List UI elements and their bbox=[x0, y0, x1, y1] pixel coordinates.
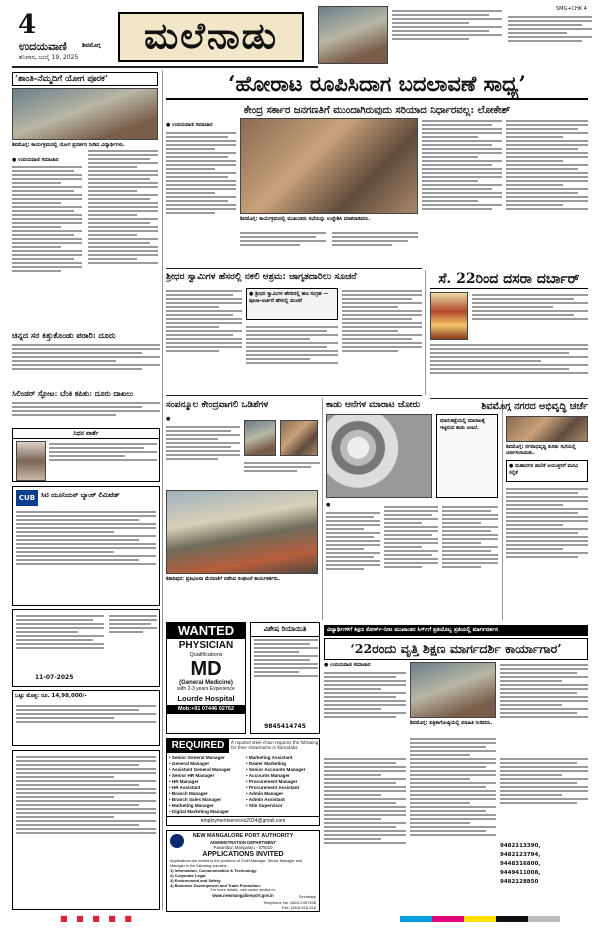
wanted-ad bbox=[166, 622, 246, 734]
ashram-headline: ಶ್ರೀಧರ ಸ್ವಾಮಿಗಳ ಹೆಸರಲ್ಲಿ ನಕಲಿ ಆಶ್ರಮ: ಜಾಗೃತದಾರಿಲು ಸೂಚನೆ bbox=[166, 272, 357, 282]
obituary-photo bbox=[16, 441, 46, 481]
resources-photo-1 bbox=[244, 420, 276, 456]
column-divider-4 bbox=[502, 400, 503, 620]
column-divider-1 bbox=[162, 70, 163, 910]
port-logo bbox=[170, 834, 184, 848]
required-position-item: • Branch Manager bbox=[169, 791, 208, 796]
lead-body-col3 bbox=[332, 230, 418, 262]
contact-number: 9482123794, bbox=[500, 852, 541, 858]
required-position-list bbox=[169, 755, 319, 815]
required-position-item: • HR Manager bbox=[169, 779, 199, 784]
port-domain-item: 4) Business Development and Trade Promotion. bbox=[170, 883, 261, 888]
required-position-item: • Senior General Manager bbox=[169, 755, 225, 760]
yoga-body-col1 bbox=[12, 164, 82, 326]
shop-ad bbox=[250, 622, 320, 734]
bank-logo: CUB bbox=[16, 490, 38, 506]
port-phone: Telephone No. 0824-2407438 bbox=[263, 900, 316, 905]
dasara-body-2 bbox=[430, 342, 588, 396]
required-position-item: • Procurement Assistant bbox=[246, 785, 300, 790]
training-contact-numbers bbox=[500, 842, 588, 906]
section-title: ಮಲೆನಾಡು bbox=[143, 16, 279, 57]
port-department: ADMINISTRATION DEPARTMENT bbox=[210, 840, 276, 845]
required-position-item: • HR Assistant bbox=[169, 785, 201, 790]
ashram-box bbox=[246, 288, 338, 320]
training-body-col1 bbox=[324, 670, 406, 752]
paper-name: ಉದಯವಾಣಿ bbox=[19, 40, 67, 53]
obituary-title: ನಿಧನ ವಾರ್ತೆ bbox=[13, 429, 159, 439]
dev-body bbox=[506, 486, 588, 620]
port-intro: Applications are invited to the positions of Chief Manager, Senior Manager and Manager in the following domains: bbox=[170, 859, 303, 868]
contact-number: 9482113390, bbox=[500, 843, 541, 849]
required-position-item: • Site Supervisor bbox=[246, 803, 283, 808]
required-position-item: • General Manager bbox=[169, 761, 210, 766]
port-domain-item: 1) Information, Communication & Technology. bbox=[170, 868, 258, 873]
column-divider-2 bbox=[425, 270, 426, 395]
dasara-headline: ಸೆ. 22ರಿಂದ ದಸರಾ ದರ್ಬಾರ್ bbox=[430, 270, 588, 289]
yoga-photo bbox=[12, 88, 158, 140]
brief-text-1 bbox=[392, 8, 502, 68]
dev-caption: ಶಿವಮೊಗ್ಗ: ನಗರಾಭಿವೃದ್ಧಿ ಕುರಿತು ಸಭೆಯಲ್ಲಿ ಚರ್ಚಿಸಲಾಯಿತು. bbox=[506, 444, 576, 456]
training-body-col5 bbox=[500, 756, 588, 840]
jungle-headline: ಕಾಡು ಆನೆಗಳ ಮಾರಾಟ ಜೋರು bbox=[326, 400, 421, 410]
brief-text-2 bbox=[508, 14, 592, 70]
lead-body-col5 bbox=[506, 118, 588, 268]
lead-byline: ● ಉದಯವಾಣಿ ಸಮಾಚಾರ bbox=[166, 122, 213, 128]
ashram-body-col2 bbox=[246, 324, 338, 392]
required-title: REQUIRED bbox=[167, 739, 229, 753]
tender-ad-2 bbox=[12, 690, 160, 746]
obituary-text bbox=[49, 441, 157, 479]
gas-headline: ಸಿಲಿಂಡರ್ ಸ್ಫೋಟ: ಬೆಂಕಿ ಕಪಿತು: ದೂರು ದಾಖಲು bbox=[12, 389, 134, 398]
required-position-item: • Branch Sales Manager bbox=[169, 797, 222, 802]
section-title-box bbox=[118, 12, 304, 62]
dev-headline: ಶಿವಮೊಗ್ಗ ನಗರದ ಅಭಿವೃದ್ಧಿ ಚರ್ಚೆ bbox=[481, 401, 588, 412]
training-photo-caption: ಶಿವಮೊಗ್ಗ: ಪತ್ರಿಕಾಗೋಷ್ಠಿಯಲ್ಲಿ ಮಾಹಿತಿ ನೀಡಿದರು. bbox=[410, 720, 493, 726]
port-authority-ad bbox=[166, 830, 320, 912]
training-byline: ● ಉದಯವಾಣಿ ಸಮಾಚಾರ bbox=[324, 662, 371, 668]
edition-code: SMG+CHK 4 bbox=[556, 6, 587, 12]
issue-date: ಶನಿವಾರ, ಜುಲೈ 19, 2025 bbox=[19, 54, 79, 61]
registration-marks: ■ ■ ■ ■ ■ bbox=[60, 914, 135, 923]
classified-block bbox=[12, 750, 160, 910]
wanted-title: WANTED bbox=[167, 623, 245, 639]
required-position-item: • Admin Manager bbox=[246, 791, 284, 796]
lead-bottom-rule bbox=[166, 268, 422, 269]
contact-number: 9449411008, bbox=[500, 870, 541, 876]
ashram-body-col3 bbox=[342, 288, 422, 392]
required-position-item: • Marketing Assistant bbox=[246, 755, 293, 760]
jungle-byline: ● bbox=[326, 502, 331, 508]
tender-2-text bbox=[16, 703, 156, 743]
resources-body-col2 bbox=[244, 460, 320, 486]
column-divider-3 bbox=[322, 398, 323, 620]
wanted-qualification-label: Qualifications bbox=[189, 652, 223, 658]
training-body-col2 bbox=[500, 662, 588, 752]
resources-headline: ಸಂಪನ್ಮೂಲ ಕೇಂದ್ರವಾಗಲಿ ಒಡಿಶೆಗಳ bbox=[166, 400, 269, 410]
yoga-headline: ‘ಶಾಂತಿ-ನೆಮ್ಮದಿಗೆ ಯೋಗ ಪೂರಕ’ bbox=[15, 74, 108, 84]
lead-headline: ‘ಹೋರಾಟ ರೂಪಿಸಿದಾಗ ಬದಲಾವಣೆ ಸಾಧ್ಯ’ bbox=[228, 71, 526, 96]
tender-date: 11-07-2025 bbox=[35, 674, 74, 681]
chain-snatch-headline: ಚಿನ್ನದ ಸರ ಕಿತ್ತುಕೊಂಡು ಪರಾರಿ: ದೂರು bbox=[12, 330, 116, 340]
lead-body-col2 bbox=[240, 230, 326, 262]
lead-body-col1 bbox=[166, 130, 236, 260]
dev-quote-text: ● ಮಹಾನಗರ ಪಾಲಿಕೆ ಆಯುಕ್ತರಿಗೆ ಮನವಿ ಸಲ್ಲಿಕೆ bbox=[509, 463, 579, 476]
port-title: APPLICATIONS INVITED bbox=[202, 851, 284, 858]
ashram-box-text: ● ಶ್ರೀಧರ ಸ್ವಾಮಿಗಳ ಹೆಸರಿನಲ್ಲಿ ಹಣ ಸಂಗ್ರಹ — ಪೂಜಾ-ಅರ್ಚನೆ ಹೆಸರಲ್ಲಿ ವಂಚನೆ bbox=[249, 291, 329, 304]
resources-byline: ● bbox=[166, 416, 171, 422]
required-ad bbox=[166, 738, 320, 826]
lead-caption: ಶಿವಮೊಗ್ಗ: ಕಾರ್ಯಕ್ರಮದಲ್ಲಿ ಮುಖಂಡರು ಸಭೆಯನ್ನು ಉದ್ದೇಶಿಸಿ ಮಾತನಾಡಿದರು. bbox=[240, 216, 371, 222]
tender-text-2 bbox=[109, 613, 157, 653]
required-position-item: • Senior HR Manager bbox=[169, 773, 215, 778]
training-photo bbox=[410, 662, 496, 718]
brief-photo-1 bbox=[318, 6, 388, 64]
obituary-box bbox=[12, 428, 160, 482]
dev-photo bbox=[506, 416, 588, 442]
jungle-callout-text: ಮಾರುಕಟ್ಟೆಯಲ್ಲಿ ಮಾರಾಟಕ್ಕೆ ಇಟ್ಟಿರುವ ಕಾಡು ಅಣಬೆ. bbox=[440, 418, 485, 431]
yoga-caption: ಶಿವಮೊಗ್ಗ: ಕಾರ್ಯಕ್ರಮದಲ್ಲಿ ಯೋಗ ಪ್ರದರ್ಶನ ನೀಡಿದ ವಿದ್ಯಾರ್ಥಿಗಳು. bbox=[12, 142, 125, 148]
jungle-body-col2 bbox=[384, 504, 438, 620]
port-domain-list bbox=[167, 868, 319, 888]
crowd-caption: ಶಿಕಾರಿಪುರ: ಪ್ರತಿಭಟನಾ ಮೆರವಣಿಗೆ ನಡೆಸಿದ ಸಂಘಟನೆ ಕಾರ್ಯಕರ್ತರು. bbox=[166, 576, 280, 582]
wanted-hospital: Lourde Hospital bbox=[177, 694, 235, 703]
jungle-body-col1 bbox=[326, 510, 380, 620]
bank-ad bbox=[12, 486, 160, 606]
training-banner bbox=[324, 625, 588, 636]
jungle-body-col3 bbox=[442, 504, 498, 620]
port-website[interactable]: www.newmangaloreport.gov.in bbox=[212, 892, 274, 898]
wanted-degree-sub: (General Medicine) bbox=[179, 680, 233, 686]
training-banner-text: ವಿದ್ಯಾರ್ಥಿಗಳಿಗೆ ಶಿಕ್ಷಣ ಕೋರ್ಸ್–ನೀಟ ಮುಖಾಂತರ ಸಿರ್ಗ್‌ಗೆ ಪ್ರತಿಯೊಬ್ಬ ಪ್ರತಿಯಲ್ಲಿ ಮಾರ್ಗದರ್ಶನ bbox=[327, 627, 499, 633]
required-position-item: • Accounts Manager bbox=[246, 773, 290, 778]
lead-headline-box bbox=[166, 70, 588, 100]
lead-subheadline: ಕೇಂದ್ರ ಸರ್ಕಾರ ಜನಗಣತಿಗೆ ಮುಂದಾಗಿರುವುದು ಸರಿಯಾದ ನಿರ್ಧಾರವಲ್ಲ: ಲೋಕೇಶ್ bbox=[243, 105, 511, 116]
port-more-details: For more details, visit career section in bbox=[210, 888, 276, 892]
contact-number: 9448316800, bbox=[500, 861, 541, 867]
required-position-item: • Digital Marketing Manager bbox=[169, 809, 230, 814]
crowd-photo bbox=[166, 490, 318, 574]
required-position-item: • Procurement Manager bbox=[246, 779, 298, 784]
jungle-photo bbox=[326, 414, 432, 498]
wanted-experience: with 2-3 years Experience bbox=[177, 686, 235, 692]
dasara-photo bbox=[430, 292, 468, 340]
lead-photo bbox=[240, 118, 418, 214]
training-headline: ‘22ರಂದು ವೃತ್ತಿ ಶಿಕ್ಷಣ ಮಾರ್ಗದರ್ಶಿ ಕಾರ್ಯಾಗಾರ’ bbox=[324, 638, 588, 660]
wanted-role: PHYSICIAN bbox=[178, 640, 234, 651]
lead-body-col4 bbox=[422, 118, 502, 268]
jungle-callout bbox=[436, 414, 498, 498]
gas-body bbox=[12, 400, 160, 426]
chain-snatch-body bbox=[12, 342, 160, 386]
shop-phone: 9845414745 bbox=[264, 723, 306, 730]
port-name: NEW MANGALORE PORT AUTHORITY bbox=[192, 833, 294, 839]
contact-number: 9482128850 bbox=[500, 879, 539, 885]
edition-name: ಶಿವಮೊಗ್ಗ bbox=[82, 42, 101, 49]
dev-quote bbox=[506, 460, 588, 482]
required-position-item: • Marketing Manager bbox=[169, 803, 214, 808]
required-position-item: • Assistant General Manager bbox=[169, 767, 231, 772]
tender-amount: ಒಟ್ಟು ಮೊತ್ತ: ರೂ. 14,98,000/- bbox=[15, 693, 87, 699]
port-domain-item: 3) Environment and Safety. bbox=[170, 878, 222, 883]
dasara-body-1 bbox=[472, 292, 588, 340]
required-email: employmentservices2024@gmail.com bbox=[167, 816, 319, 825]
required-position-item: • Dealer Marketing bbox=[246, 761, 286, 766]
wanted-phone: Mob:+91 07446 02762 bbox=[167, 705, 245, 714]
port-secretary: Secretary bbox=[298, 894, 316, 899]
ashram-bottom-rule bbox=[166, 395, 422, 396]
bank-name: ಸಿಟಿ ಯೂನಿಯನ್ ಬ್ಯಾಂಕ್ ಲಿಮಿಟೆಡ್ bbox=[41, 491, 120, 499]
training-body-col3 bbox=[324, 756, 406, 906]
shop-title: ವಿಶೇಷ ರಿಯಾಯಿತಿ bbox=[251, 623, 319, 637]
wanted-degree: MD bbox=[190, 658, 222, 680]
required-position-item: • Senior Accounts Manager bbox=[246, 767, 306, 772]
resources-photo-2 bbox=[280, 420, 318, 456]
port-domain-item: 2) Corporate Legal. bbox=[170, 873, 207, 878]
tender-text bbox=[16, 613, 104, 683]
yoga-headline-box bbox=[12, 72, 158, 86]
tender-ad bbox=[12, 609, 160, 687]
training-body-col4 bbox=[410, 736, 496, 906]
resources-body-col1 bbox=[166, 424, 240, 486]
shop-details bbox=[254, 637, 318, 715]
required-position-item: • Admin Assistant bbox=[246, 797, 285, 802]
port-location: Panambur, Mangaluru - 575010 bbox=[213, 845, 273, 850]
yoga-byline: ● ಉದಯವಾಣಿ ಸಮಾಚಾರ bbox=[12, 157, 59, 163]
ashram-body-col1 bbox=[166, 288, 242, 392]
required-intro: A reputed steel chain requires the following for their showrooms in Karnataka bbox=[231, 740, 319, 750]
registration-marks-right bbox=[400, 916, 560, 922]
page-number: 4 bbox=[18, 10, 37, 40]
masthead-rule bbox=[12, 66, 318, 68]
port-fax: Fax: (284) 916-516 bbox=[281, 905, 316, 910]
bank-ad-details bbox=[16, 509, 156, 603]
yoga-body-col2 bbox=[88, 148, 158, 326]
